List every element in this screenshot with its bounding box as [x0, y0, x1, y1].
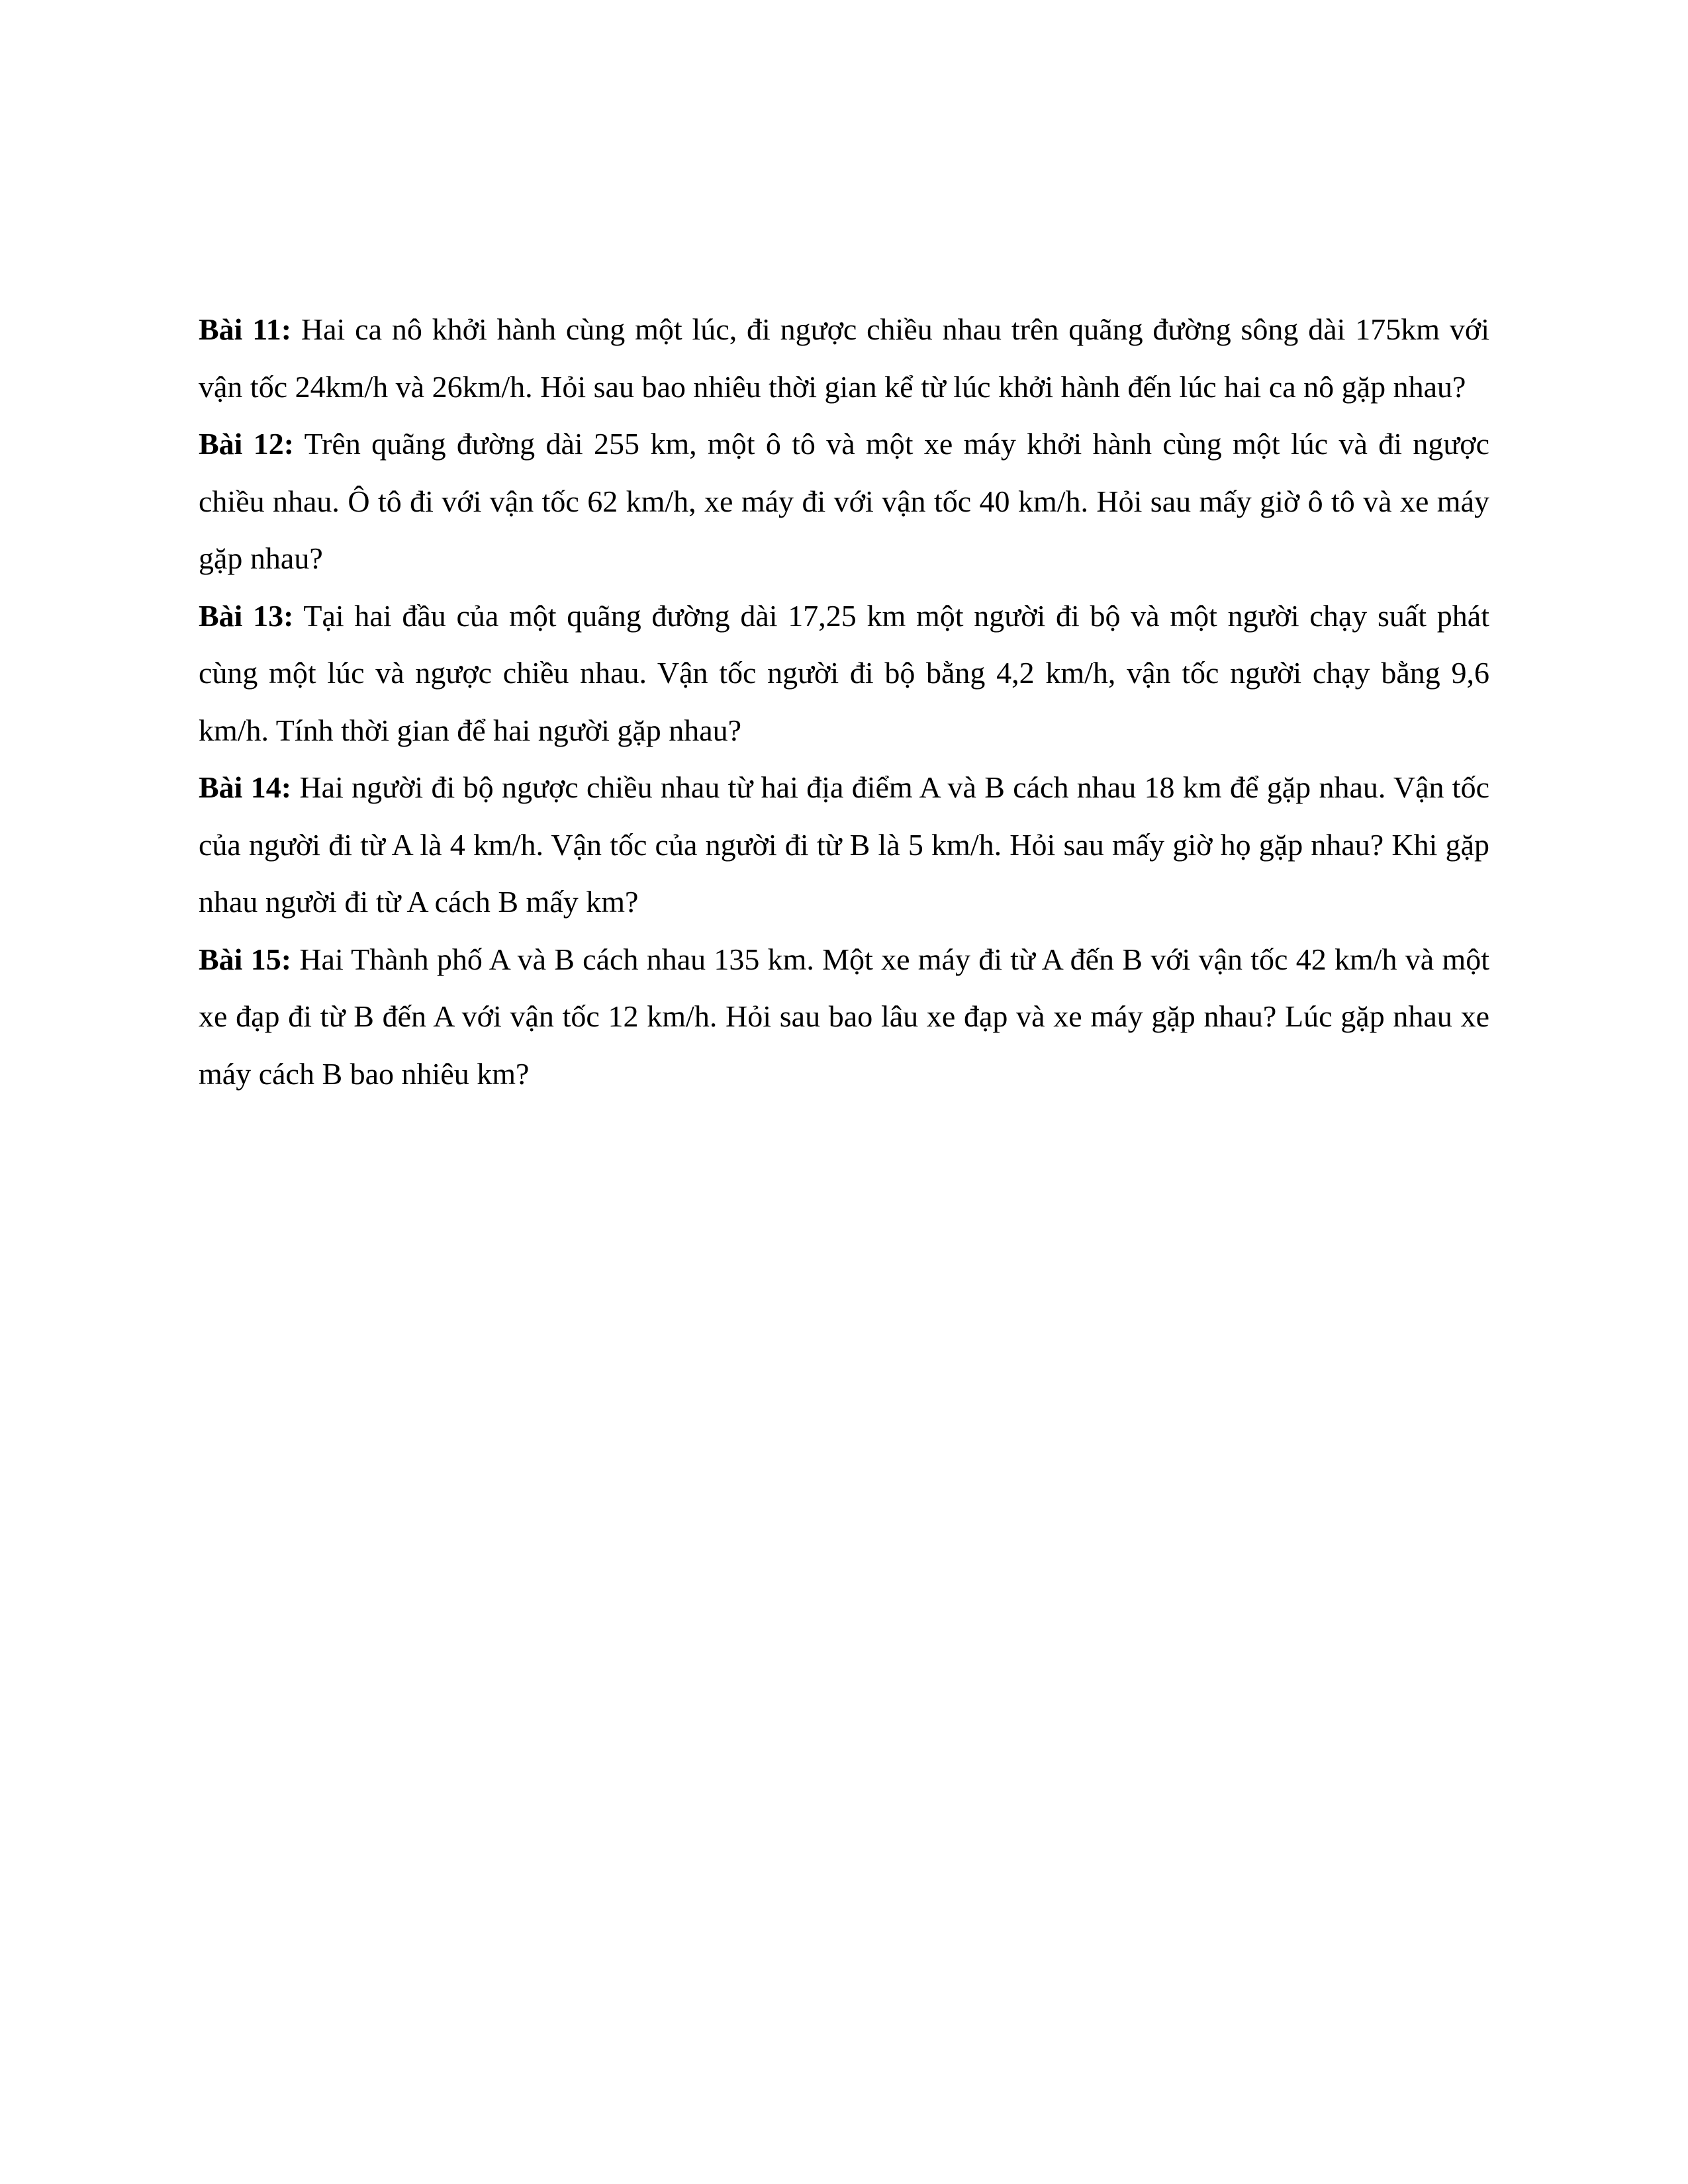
- problem-11: [199, 301, 1489, 416]
- problem-label: Bài 15:: [199, 942, 292, 976]
- problem-list: [199, 301, 1489, 1103]
- problem-15: [199, 931, 1489, 1103]
- problem-12: [199, 416, 1489, 588]
- problem-13: [199, 588, 1489, 760]
- problem-label: Bài 13:: [199, 598, 294, 633]
- problem-label: Bài 11:: [199, 312, 292, 346]
- problem-text: Tại hai đầu của một quãng đường dài 17,25 km một người đi bộ và một người chạy suất phát cùng một lúc và ngược chiều nhau. Vận tốc người đi bộ bằng 4,2 km/h, vận tốc người chạy bằng 9,6 km/h. Tính thời gian để hai người gặp nhau?: [199, 598, 1489, 747]
- problem-label: Bài 14:: [199, 770, 292, 804]
- problem-label: Bài 12:: [199, 427, 295, 461]
- problem-text: Hai Thành phố A và B cách nhau 135 km. Một xe máy đi từ A đến B với vận tốc 42 km/h và một xe đạp đi từ B đến A với vận tốc 12 km/h. Hỏi sau bao lâu xe đạp và xe máy gặp nhau? Lúc gặp nhau xe máy cách B bao nhiêu km?: [199, 942, 1490, 1091]
- problem-text: Trên quãng đường dài 255 km, một ô tô và một xe máy khởi hành cùng một lúc và đi ngược chiều nhau. Ô tô đi với vận tốc 62 km/h, xe máy đi với vận tốc 40 km/h. Hỏi sau mấy giờ ô tô và xe máy gặp nhau?: [199, 427, 1489, 575]
- problem-text: Hai người đi bộ ngược chiều nhau từ hai địa điểm A và B cách nhau 18 km để gặp nhau. Vận tốc của người đi từ A là 4 km/h. Vận tốc của người đi từ B là 5 km/h. Hỏi sau mấy giờ họ gặp nhau? Khi gặp nhau người đi từ A cách B mấy km?: [199, 770, 1490, 919]
- problem-14: [199, 759, 1489, 931]
- problem-text: Hai ca nô khởi hành cùng một lúc, đi ngược chiều nhau trên quãng đường sông dài 175km với vận tốc 24km/h và 26km/h. Hỏi sau bao nhiêu thời gian kể từ lúc khởi hành đến lúc hai ca nô gặp nhau?: [199, 312, 1490, 404]
